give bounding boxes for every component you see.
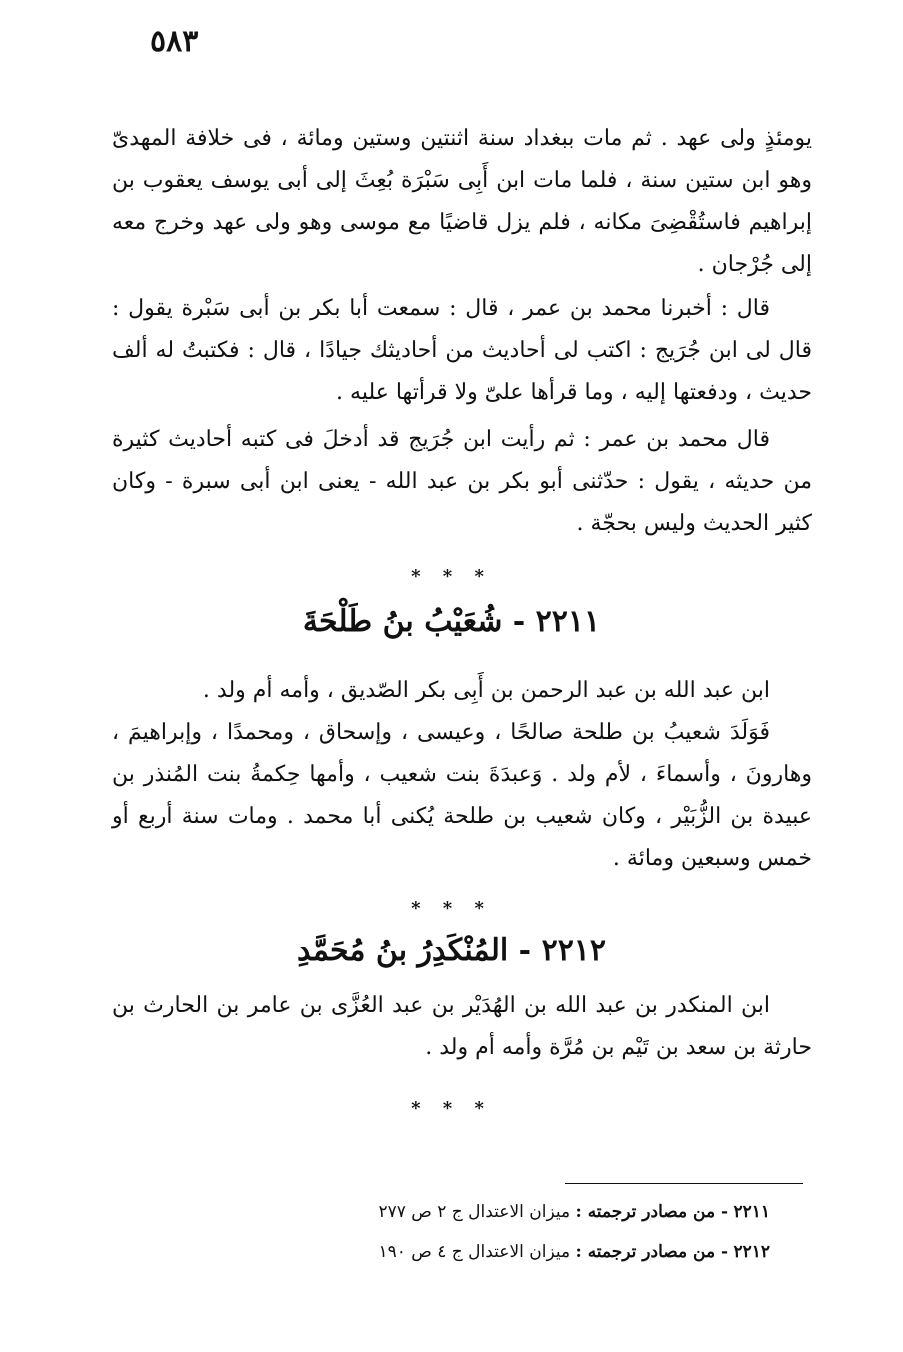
footnote-2212	[230, 1232, 770, 1272]
footnote-divider	[565, 1183, 803, 1184]
footnote-number: ٢٢١٢	[733, 1242, 770, 1262]
entry-2212-body	[112, 985, 812, 1069]
entry-2212-paragraph-1: ابن المنكدر بن عبد الله بن الهُدَيْر بن عبد العُزَّى بن عامر بن الحارث بن حارثة بن سعد بن تَيْم بن مُرَّة وأمه أم ولد .	[112, 993, 812, 1060]
footnote-number: ٢٢١١	[733, 1202, 770, 1222]
intro-paragraph-2: قال : أخبرنا محمد بن عمر ، قال : سمعت أبا بكر بن أبى سَبْرة يقول : قال لى ابن جُرَيج : اكتب لى أحاديث من أحاديثك جيادًا ، قال : فكتبتُ له ألف حديث ، ودفعتها إليه ، وما قرأها علىّ ولا قرأتها عليه .	[112, 296, 812, 405]
section-separator: * * *	[411, 566, 492, 587]
footnote-label: - من مصادر ترجمته :	[575, 1242, 729, 1262]
footnotes	[230, 1192, 770, 1272]
footnote-text: ميزان الاعتدال ج ٤ ص ١٩٠	[378, 1242, 571, 1262]
section-separator: * * *	[411, 898, 492, 919]
entry-2211-body	[112, 670, 812, 880]
intro-paragraph-2-block	[112, 288, 812, 414]
footnote-2211	[230, 1192, 770, 1232]
section-separator: * * *	[411, 1098, 492, 1119]
page-number: ٥٨٣	[150, 24, 199, 59]
footnote-text: ميزان الاعتدال ج ٢ ص ٢٧٧	[378, 1202, 571, 1222]
entry-heading-2212: ٢٢١٢ - المُنْكَدِرُ بنُ مُحَمَّدِ	[296, 933, 607, 968]
entry-2211-paragraph-1: ابن عبد الله بن عبد الرحمن بن أَبِى بكر الصّديق ، وأمه أم ولد .	[202, 678, 770, 703]
entry-heading-2211: ٢٢١١ - شُعَيْبُ بنُ طَلْحَةَ	[302, 604, 601, 639]
footnote-label: - من مصادر ترجمته :	[575, 1202, 729, 1222]
intro-paragraph-1: يومئذٍ ولى عهد . ثم مات ببغداد سنة اثنتين وستين ومائة ، فى خلافة المهدىّ وهو ابن ستين سنة ، فلما مات ابن أَبِى سَبْرَة بُعِثَ إلى أبى يوسف يعقوب بن إبراهيم فاستُقْضِىَ مكانه ، فلم يزل قاضيًا مع موسى وهو ولى عهد وخرج معه إلى جُرْجان .	[112, 126, 812, 277]
entry-2211-paragraph-2: فَوَلَدَ شعيبُ بن طلحة صالحًا ، وعيسى ، وإسحاق ، ومحمدًا ، وإبراهيمَ ، وهارونَ ، وأسماءَ ، لأم ولد . وَعبدَةَ بنت شعيب ، وأمها حِكمةُ بنت المُنذر بن عبيدة بن الزُّبَيْر ، وكان شعيب بن طلحة يُكنى أبا محمد . ومات سنة أربع أو خمس وسبعين ومائة .	[112, 720, 813, 871]
intro-paragraph-1-block	[112, 118, 812, 286]
intro-paragraph-3-block	[112, 419, 812, 545]
intro-paragraph-3: قال محمد بن عمر : ثم رأيت ابن جُرَيج قد أدخلَ فى كتبه أحاديث كثيرة من حديثه ، يقول : حدّثنى أبو بكر بن عبد الله - يعنى ابن أبى سبرة - وكان كثير الحديث وليس بحجّة .	[112, 427, 812, 536]
